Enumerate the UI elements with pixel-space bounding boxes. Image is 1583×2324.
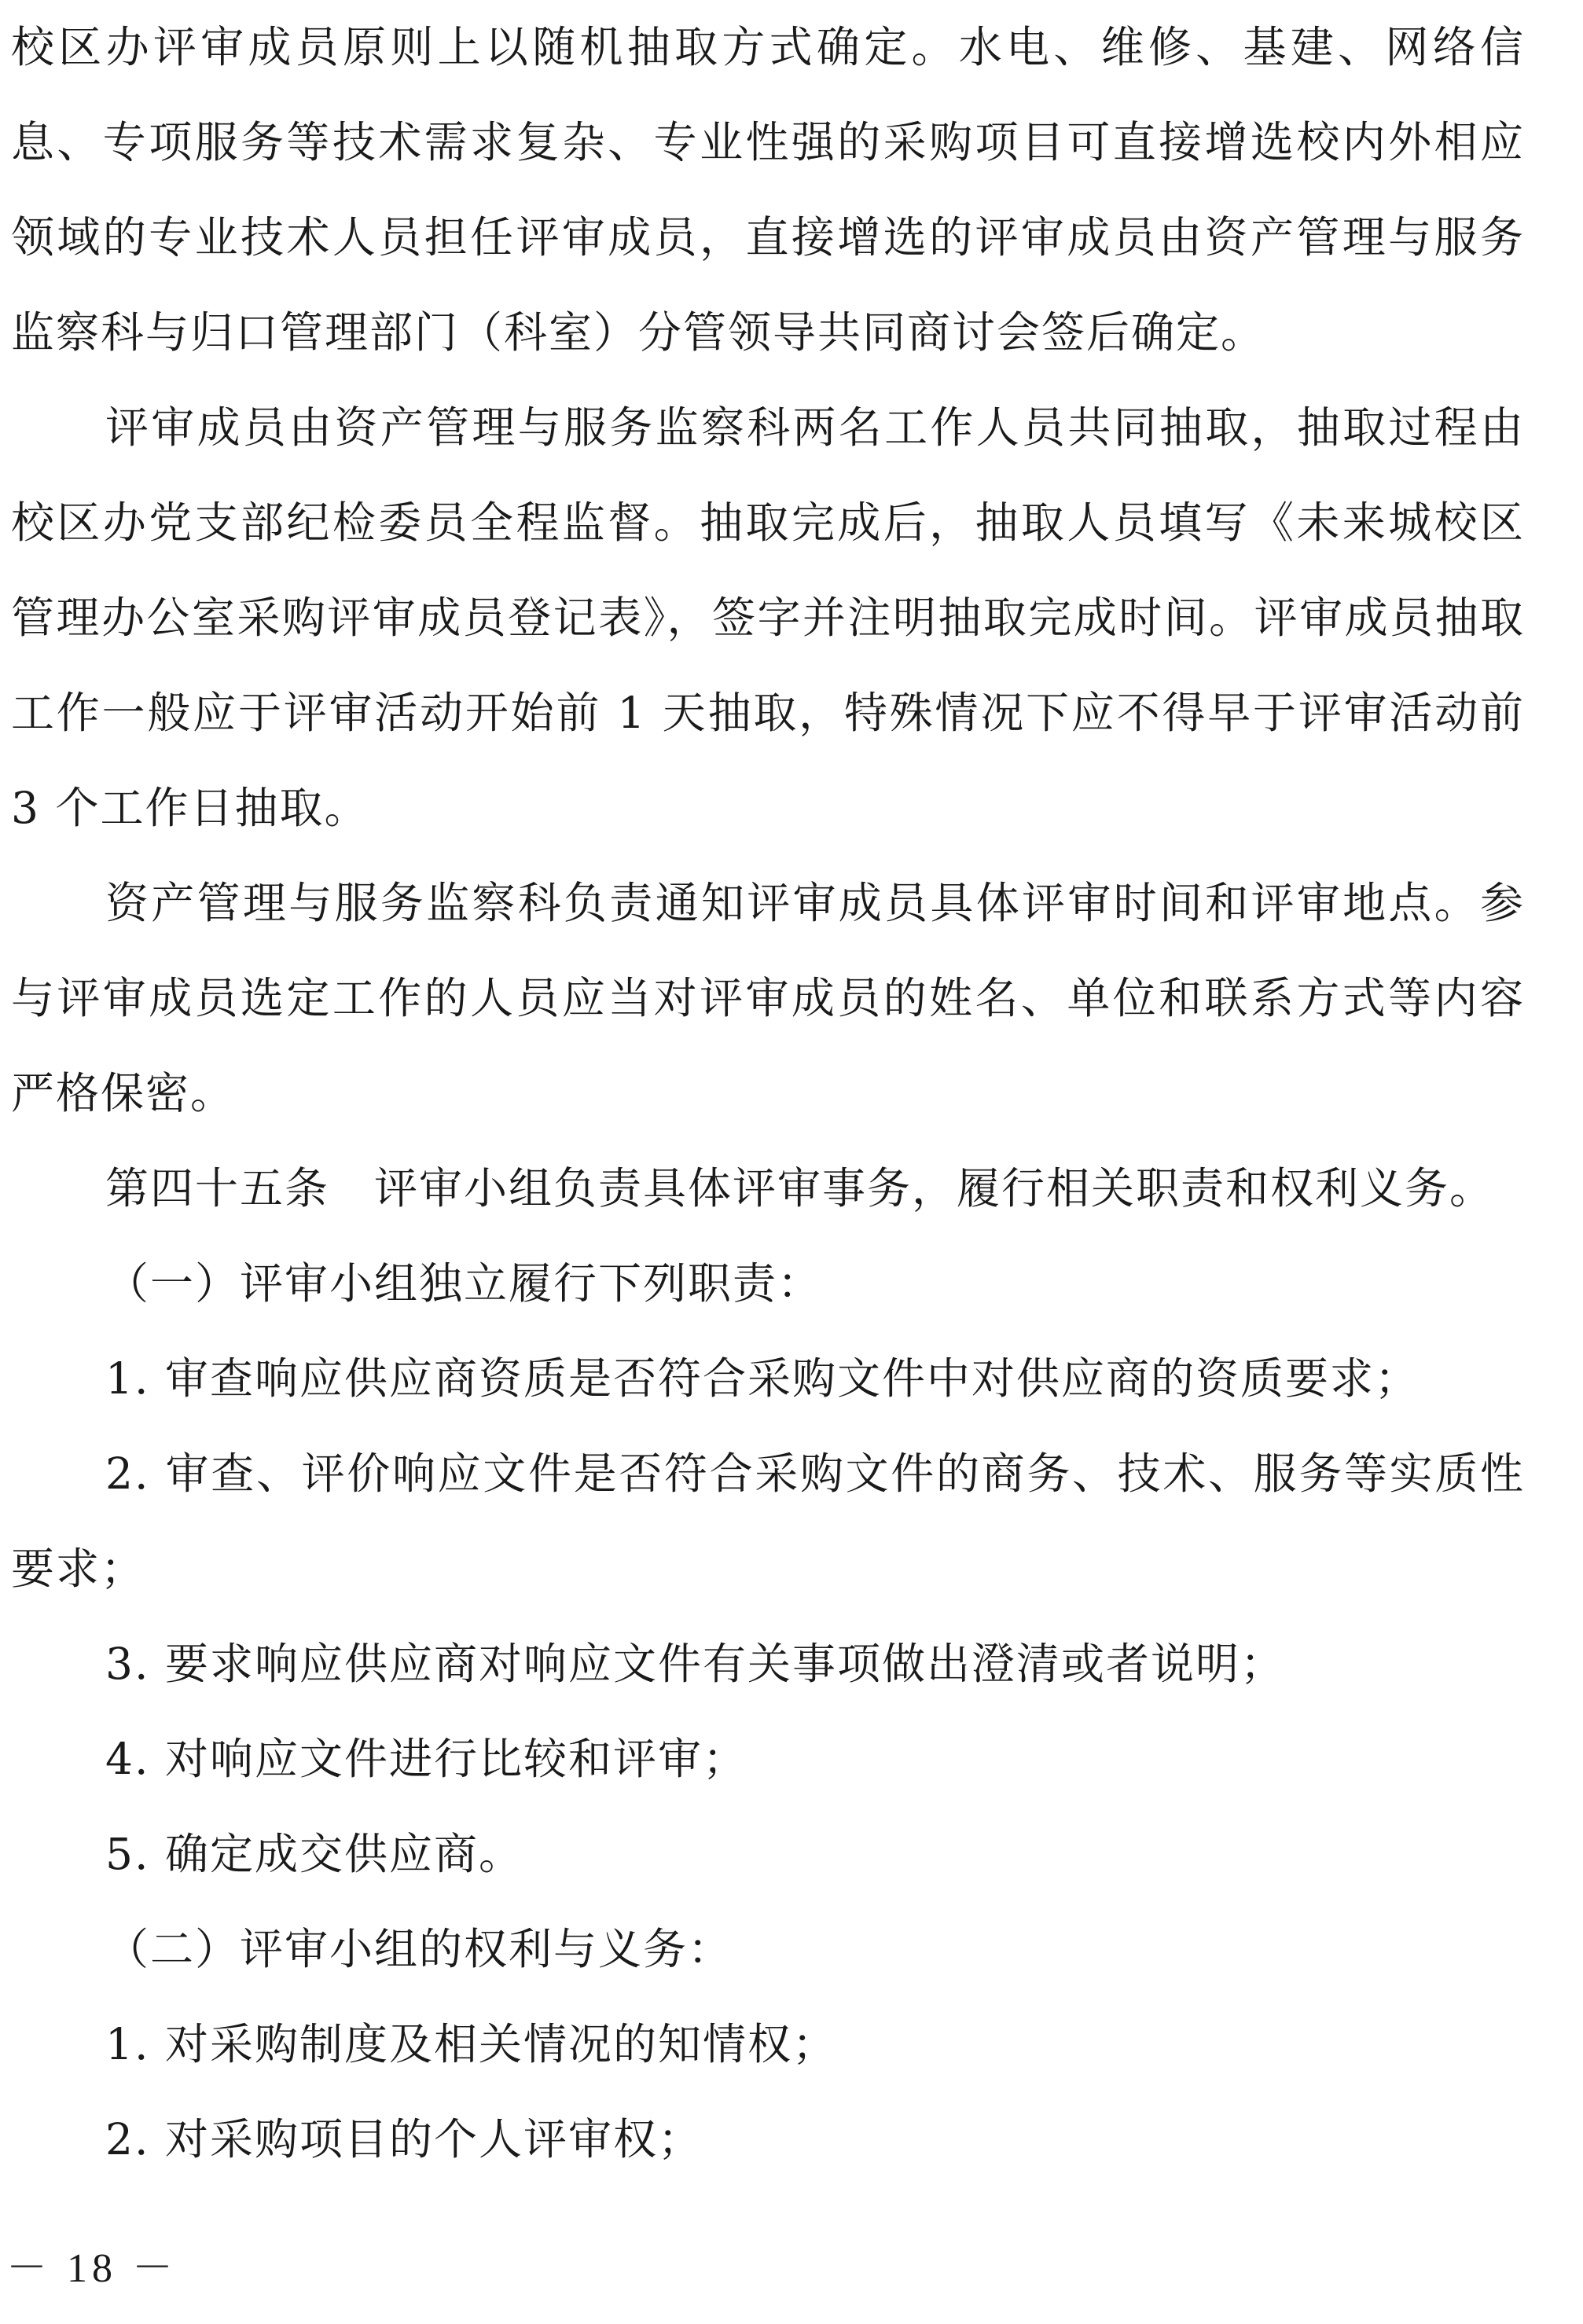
paragraph-confidentiality: 资产管理与服务监察科负责通知评审成员具体评审时间和评审地点。参与评审成员选定工作的人员应当对评审成员的姓名、单位和联系方式等内容严格保密。 xyxy=(11,878,1525,1118)
duty-item-5: 5. 确定成交供应商。 xyxy=(105,1829,523,1879)
duty-item-4: 4. 对响应文件进行比较和评审； xyxy=(105,1734,747,1784)
duty-item-2: 2. 审查、评价响应文件是否符合采购文件的商务、技术、服务等实质性要求； xyxy=(11,1448,1525,1594)
rights-item-1: 1. 对采购制度及相关情况的知情权； xyxy=(105,2019,837,2069)
paragraph-evaluator-selection: 校区办评审成员原则上以随机抽取方式确定。水电、维修、基建、网络信息、专项服务等技术需求复杂、专业性强的采购项目可直接增选校内外相应领域的专业技术人员担任评审成员，直接增选的评审成员由资产管理与服务监察科与归口管理部门（科室）分管领导共同商讨会签后确定。 xyxy=(11,22,1525,358)
duty-item-3: 3. 要求响应供应商对响应文件有关事项做出澄清或者说明； xyxy=(105,1639,1285,1689)
duty-item-1: 1. 审查响应供应商资质是否符合采购文件中对供应商的资质要求； xyxy=(105,1353,1420,1404)
document-body xyxy=(11,0,1525,2187)
section-duties-heading: （一）评审小组独立履行下列职责： xyxy=(105,1258,823,1309)
paragraph-evaluator-drawing: 评审成员由资产管理与服务监察科两名工作人员共同抽取，抽取过程由校区办党支部纪检委员全程监督。抽取完成后，抽取人员填写《未来城校区管理办公室采购评审成员登记表》，签字并注明抽取完成时间。评审成员抽取工作一般应于评审活动开始前 1 天抽取，特殊情况下应不得早于评审活动前 3 个工作日抽取。 xyxy=(11,402,1525,833)
article-45-heading: 第四十五条 评审小组负责具体评审事务，履行相关职责和权利义务。 xyxy=(105,1163,1495,1213)
page-number: － 18 － xyxy=(6,2246,178,2291)
section-rights-heading: （二）评审小组的权利与义务： xyxy=(105,1924,733,1974)
rights-item-2: 2. 对采购项目的个人评审权； xyxy=(105,2114,703,2164)
